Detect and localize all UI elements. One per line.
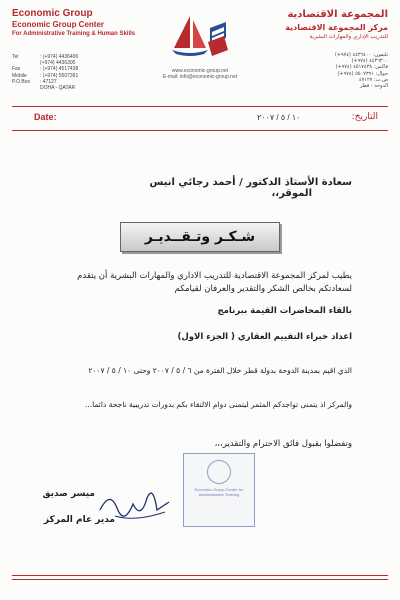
sailboat-logo-icon: [168, 10, 232, 62]
date-label-en: Date:: [34, 112, 57, 122]
contact-value: : (+974) 4436400: [40, 54, 79, 60]
email-link[interactable]: E-mail: info@economic-group.net: [162, 74, 238, 80]
paragraph-dates: الذي اقيم بمدينة الدوحة بدولة قطر خلال الفترة من ٦ / ٥ / ٢٠٠٧ وحتى ١٠ / ٥ / ٢٠٠٧: [88, 366, 352, 375]
date-row: [12, 112, 388, 126]
contacts-ar: [273, 52, 388, 89]
website-link[interactable]: www.economic-group.net: [171, 68, 229, 74]
closing-line: وتفضلوا بقبول فائق الاحترام والتقدير،،،: [214, 439, 352, 449]
signatory-name: ميسر صديق: [42, 489, 95, 499]
contact-value: : (+974) 5507391: [40, 72, 79, 79]
salutation-title: سعادة الأستاذ الدكتور / أحمد رجائي انيس: [149, 177, 352, 188]
date-value: ١٠ / ٥ / ٢٠٠٧: [257, 113, 301, 122]
contact-value: : (+974) 4517438: [40, 66, 79, 73]
center-name-en: Economic Group Center: [12, 20, 105, 29]
salutation-suffix: الموقر،،: [271, 188, 312, 199]
letterhead-english: [12, 8, 162, 38]
contacts-en: [12, 54, 127, 91]
paragraph-wishes: والمركز اذ يتمنى تواجدكم المثمر ليتمنى دوام الالتقاء بكم بدورات تدريبية ناجحة دائما...: [85, 400, 352, 409]
website-and-email: [150, 68, 250, 80]
footer-divider: [12, 575, 388, 580]
center-subtitle-en: For Administrative Training & Human Skills: [12, 31, 136, 37]
contact-row-ar: جوال: ٥٥٠٧٣٩١ (٩٧٤+): [337, 70, 388, 77]
letterhead-arabic: [238, 8, 388, 41]
org-name-en: Economic Group: [12, 8, 93, 19]
date-label-ar: التاريخ:: [351, 112, 378, 122]
signatory-title: مدير عام المركز: [43, 515, 115, 525]
contact-key: Fax: [12, 66, 21, 73]
thanks-banner: شـكـر وتـقــديـر: [120, 222, 280, 252]
contact-row-ar: ص.ب: ٤٧١٢٧: [358, 76, 388, 83]
contact-key: Mobile: [12, 72, 27, 79]
contact-key: P.O.Box: [12, 78, 30, 85]
contact-value: : 47127: [40, 78, 57, 85]
salutation: [32, 177, 352, 199]
paragraph-lectures: بالقاء المحاضرات القيمة ببرنامج: [217, 306, 352, 316]
center-name-ar: مركز المجموعة الاقتصادية: [285, 23, 388, 32]
paragraph-intro: يطيب لمركز المجموعة الاقتصادية للتدريب الاداري والمهارات البشرية أن يتقدم لسعادتكم بخالص الشكر والتقدير والعرفان لقيامكم: [77, 271, 352, 294]
stamp-text: Economic Group Center for Administrative Training: [194, 487, 244, 497]
header-divider: [12, 106, 388, 107]
center-subtitle-ar: للتدريب الإداري والمهارات البشرية: [309, 34, 388, 40]
contact-key: Tel: [12, 54, 19, 60]
contact-row: [12, 85, 127, 91]
org-name-ar: المجموعة الاقتصادية: [287, 9, 388, 20]
contact-row-ar: ٤٤٣٦٣٠٠ (٩٧٤+): [351, 58, 388, 65]
program-title: اعداد خبراء التقييم العقاري ( الجزء الاول): [177, 332, 352, 342]
contact-row-ar: الدوحة - قطر: [360, 83, 388, 90]
contact-row-ar: فاكس: ٤٥١٧٤٣٨ (٩٧٤+): [335, 64, 388, 71]
contact-value: DOHA - QATAR: [40, 85, 76, 92]
contact-key: [12, 85, 40, 91]
stamp-emblem-icon: [207, 460, 231, 484]
contact-value: (+974) 4436300: [40, 60, 76, 67]
date-divider: [12, 130, 388, 131]
official-stamp: [183, 453, 255, 527]
contact-row-ar: تليفون: ٤٤٣٦٤٠٠ (٩٧٤+): [334, 52, 388, 58]
